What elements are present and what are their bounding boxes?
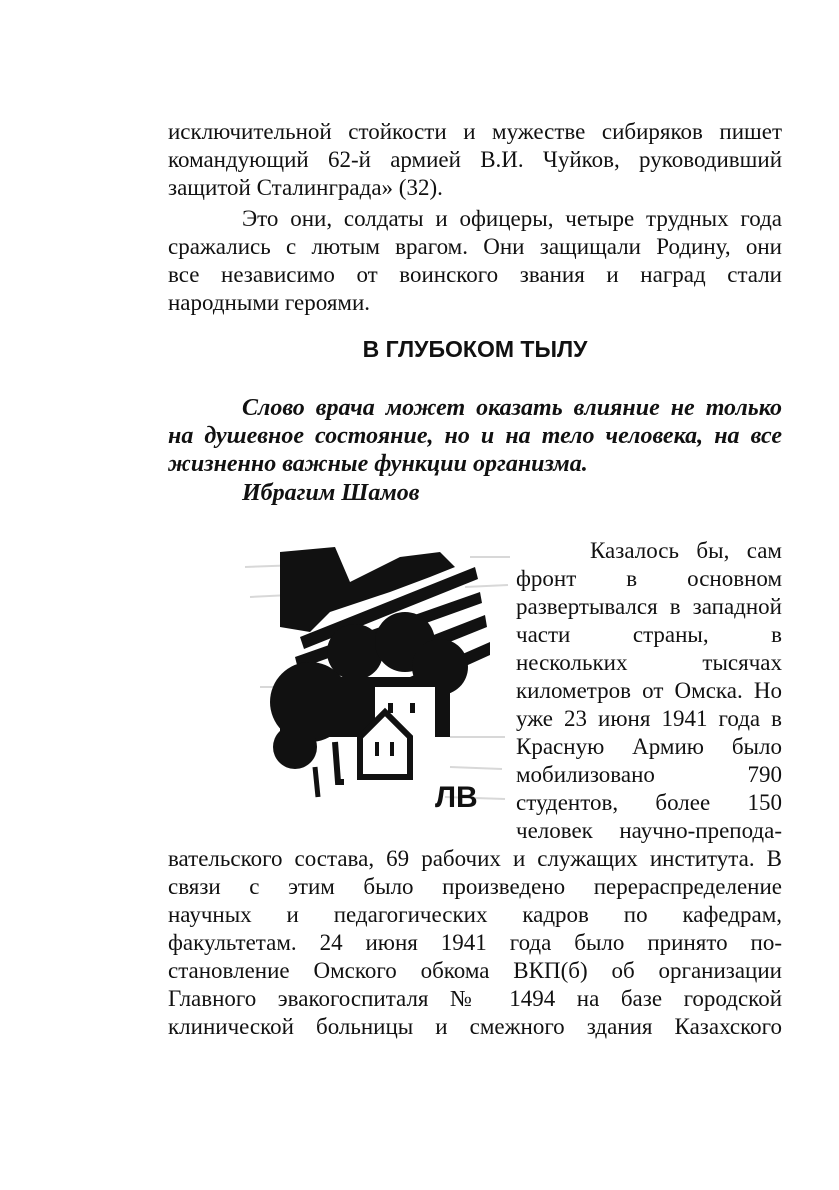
body-text-line: защитой Сталинграда» (32). [168, 175, 443, 200]
column-text-line: развертывался в западной [516, 594, 782, 619]
epigraph-line: на душевное состояние, но и на тело человека, на все [168, 423, 782, 449]
body-text-line: сражались с лютым врагом. Они защищали Родину, они [168, 234, 782, 259]
body-text-line: Главного эвакогоспиталя № 1494 на базе городской [168, 986, 782, 1011]
body-text-line: Это они, солдаты и офицеры, четыре трудных года [242, 206, 782, 231]
body-text-line: научных и педагогических кадров по кафедрам, [168, 902, 782, 927]
body-text-line: становление Омского обкома ВКП(б) об организации [168, 958, 782, 983]
woodcut-illustration [240, 537, 512, 817]
body-text-line: вательского состава, 69 рабочих и служащих института. В [168, 846, 782, 871]
illustration-monogram: ЛВ [435, 781, 478, 814]
column-text-line: Казалось бы, сам [590, 538, 782, 563]
column-text-line: нескольких тысячах [516, 650, 782, 675]
column-text-line: студентов, более 150 [516, 790, 782, 815]
epigraph-line: жизненно важные функции организма. [168, 451, 588, 477]
body-text-line: все независимо от воинского звания и наград стали [168, 262, 782, 287]
column-text-line: километров от Омска. Но [516, 678, 782, 703]
body-text-line: командующий 62-й армией В.И. Чуйков, руководивший [168, 147, 782, 172]
column-text-line: фронт в основном [516, 566, 782, 591]
column-text-line: мобилизовано 790 [516, 762, 782, 787]
column-text-line: уже 23 июня 1941 года в [516, 706, 782, 731]
column-text-line: Красную Армию было [516, 734, 782, 759]
body-text-line: факультетам. 24 июня 1941 года было принято по- [168, 930, 782, 955]
column-text-line: части страны, в [516, 622, 782, 647]
section-heading: В ГЛУБОКОМ ТЫЛУ [362, 336, 588, 362]
body-text-line: исключительной стойкости и мужестве сибиряков пишет [168, 119, 782, 144]
body-text-line: народными героями. [168, 290, 371, 315]
body-text-line: связи с этим было произведено перераспределение [168, 874, 782, 899]
epigraph-line: Слово врача может оказать влияние не только [242, 395, 782, 421]
epigraph-author: Ибрагим Шамов [242, 480, 420, 506]
body-text-line: клинической больницы и смежного здания Казахского [168, 1014, 782, 1039]
column-text-line: человек научно-препода- [516, 818, 782, 843]
